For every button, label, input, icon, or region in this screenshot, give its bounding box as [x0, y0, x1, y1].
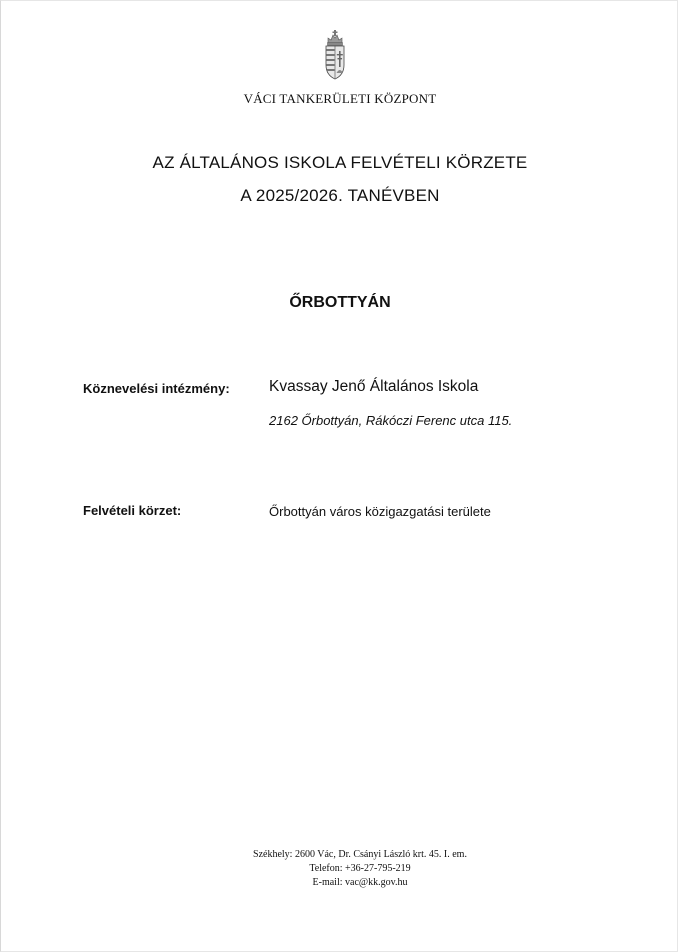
district-value: Őrbottyán város közigazgatási területe — [269, 504, 491, 519]
footer-email: E-mail: vac@kk.gov.hu — [312, 877, 408, 888]
document-title-line-2: A 2025/2026. TANÉVBEN — [240, 186, 440, 205]
footer-phone: Telefon: +36-27-795-219 — [309, 863, 411, 874]
institution-address: 2162 Őrbottyán, Rákóczi Ferenc utca 115. — [269, 413, 513, 428]
footer-seat: Székhely: 2600 Vác, Dr. Csányi László krt. 45. I. em. — [253, 849, 467, 860]
institution-label: Köznevelési intézmény: — [83, 381, 230, 396]
hungarian-coat-of-arms-icon — [322, 29, 348, 81]
document-title-line-1: AZ ÁLTALÁNOS ISKOLA FELVÉTELI KÖRZETE — [152, 153, 528, 172]
organization-name: VÁCI TANKERÜLETI KÖZPONT — [243, 91, 437, 106]
settlement-name: ŐRBOTTYÁN — [289, 294, 391, 311]
institution-name: Kvassay Jenő Általános Iskola — [269, 378, 479, 395]
district-label: Felvételi körzet: — [83, 503, 182, 518]
